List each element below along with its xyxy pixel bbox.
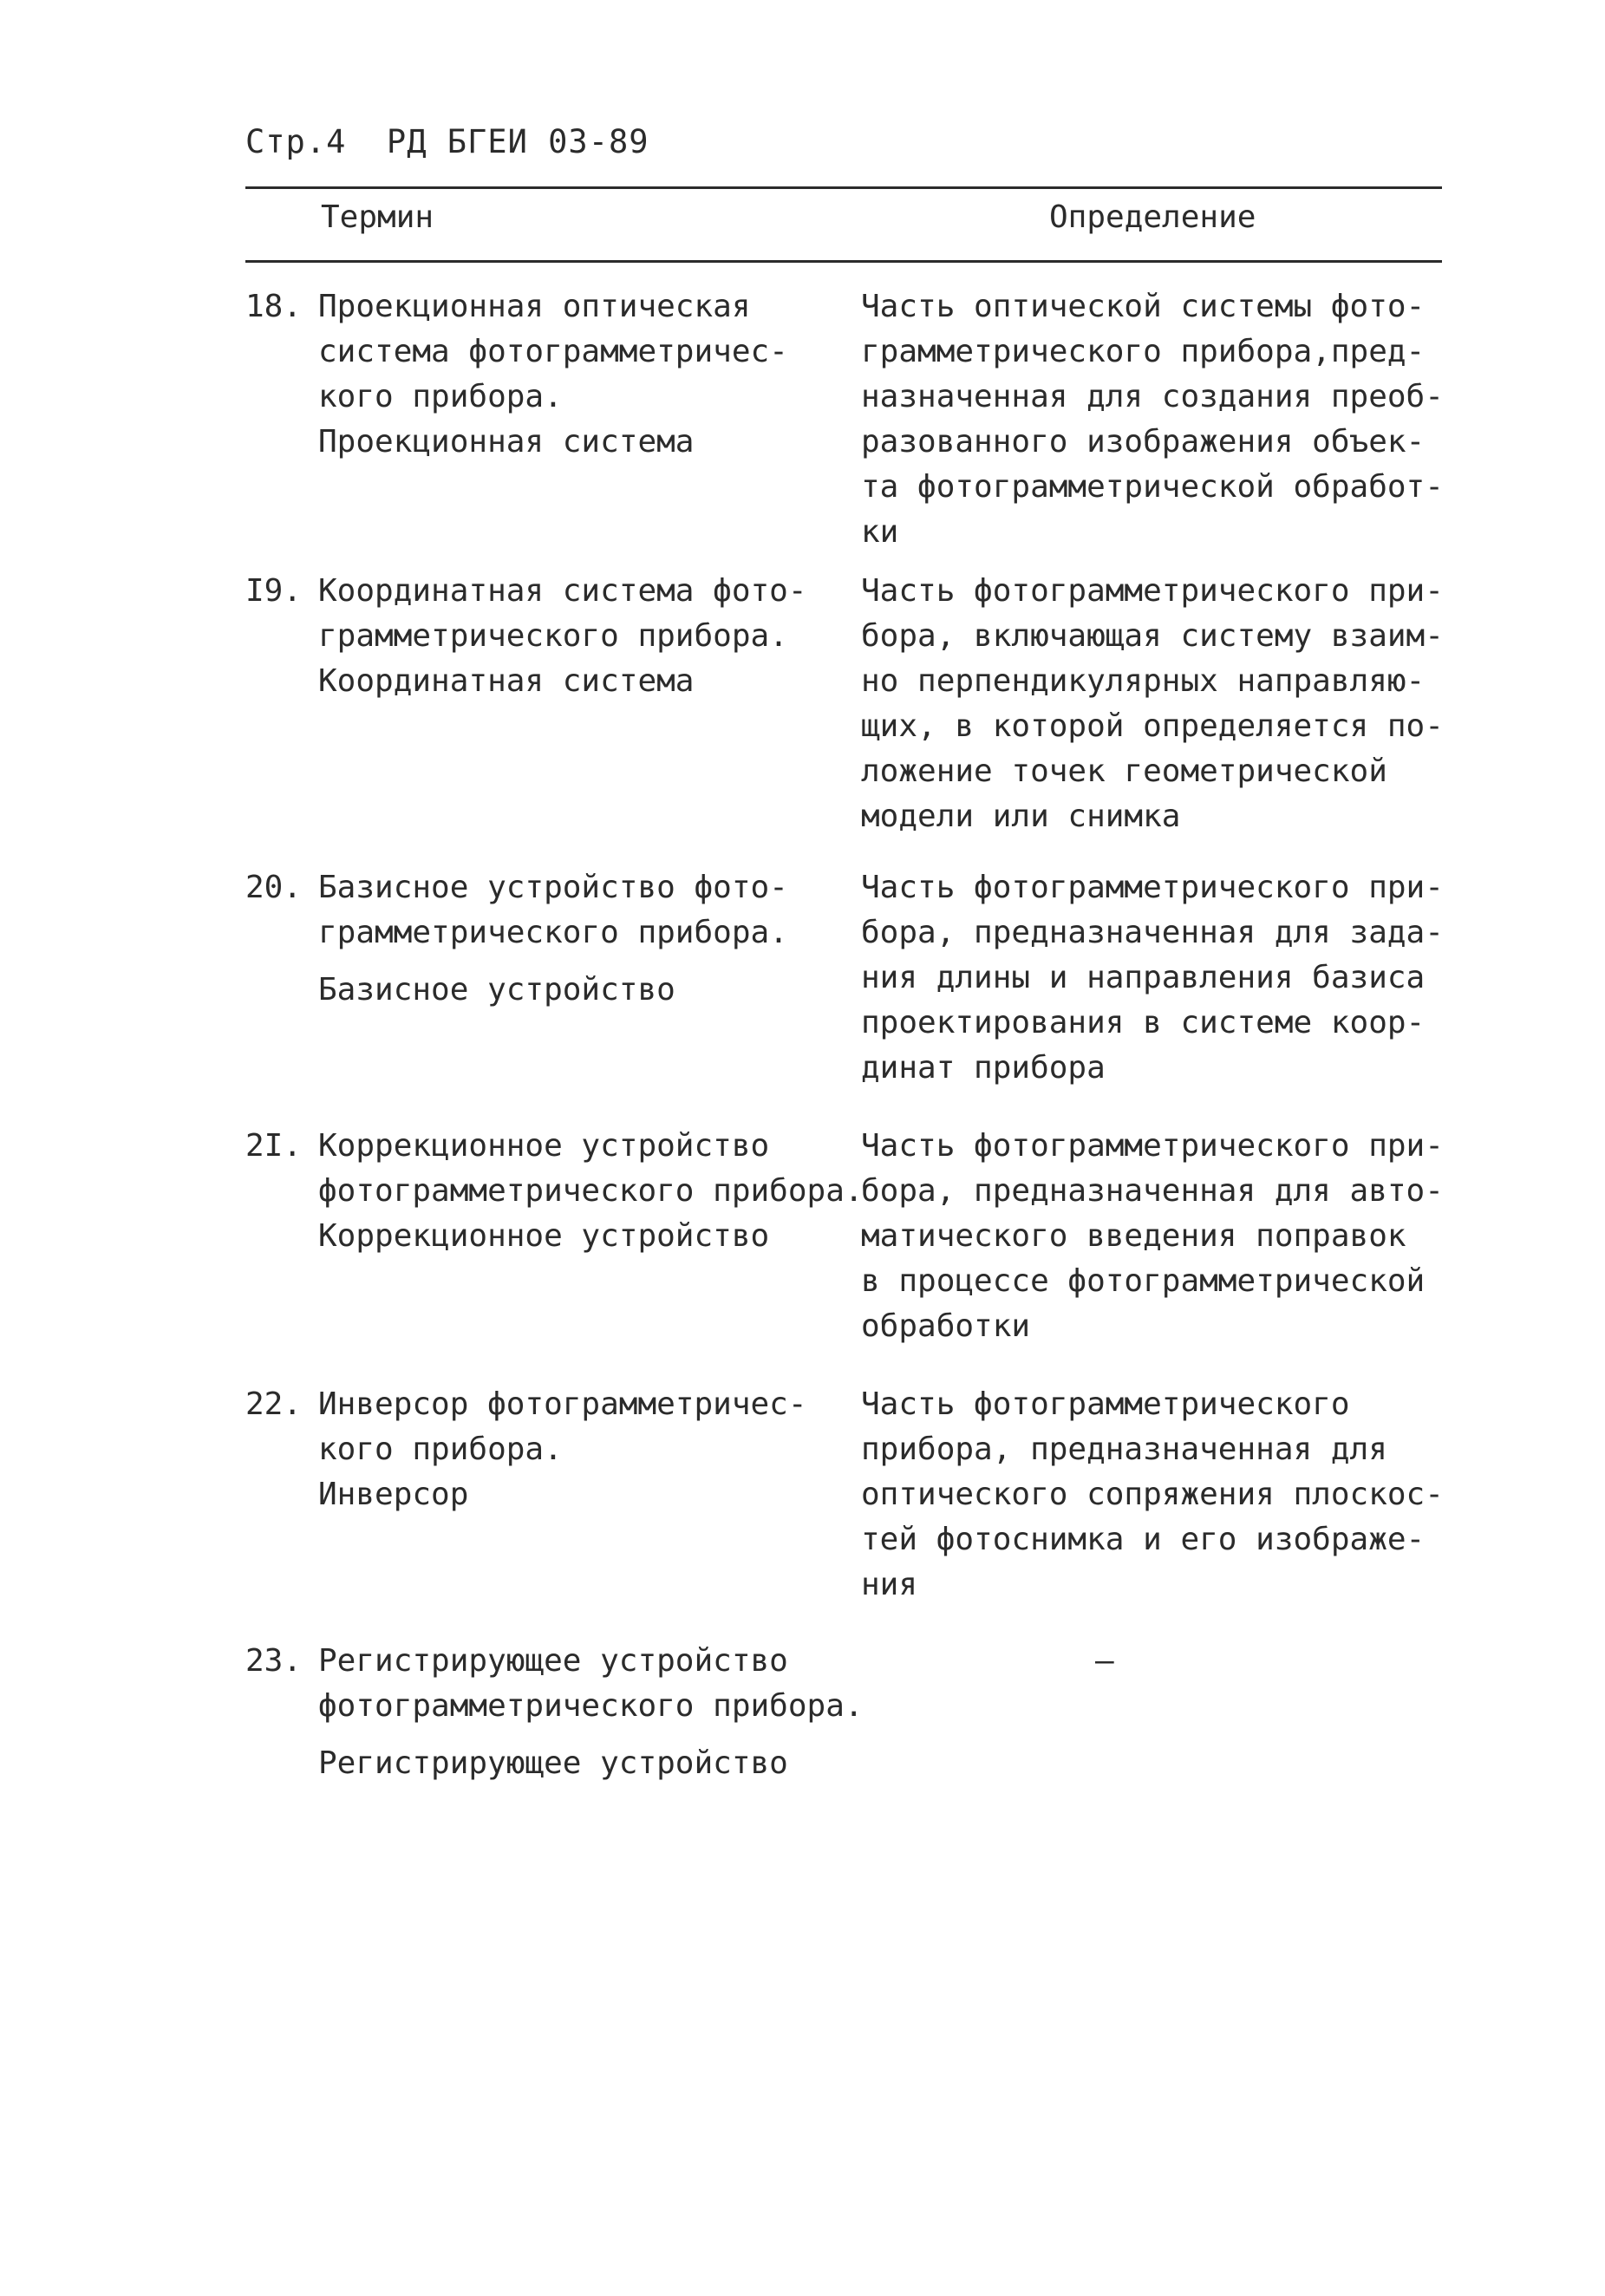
term-line: система фотограмметричес- xyxy=(318,334,788,369)
definition-line: ния длины и направления базиса xyxy=(861,960,1426,995)
definition-line: модели или снимка xyxy=(861,799,1181,834)
term-line: фотограмметрического прибора. xyxy=(318,1173,864,1209)
term-line: кого прибора. xyxy=(318,379,563,414)
definition-line: но перпендикулярных направляю- xyxy=(861,663,1426,699)
entry-definition xyxy=(861,1382,1459,1608)
entry-number: I9. xyxy=(245,573,303,609)
entry-definition xyxy=(861,569,1459,839)
term-line: Координатная система фото- xyxy=(318,573,807,609)
table-header-rule xyxy=(245,260,1442,263)
definition-line: разованного изображения объек- xyxy=(861,424,1426,460)
entry-definition xyxy=(861,865,1459,1091)
definition-line: Часть фотограмметрического xyxy=(861,1386,1350,1422)
entry-term xyxy=(318,1124,873,1259)
definition-line: в процессе фотограмметрической xyxy=(861,1263,1426,1299)
entry-term xyxy=(318,1639,873,1786)
definition-line: Часть фотограмметрического при- xyxy=(861,573,1444,609)
definition-line: обработки xyxy=(861,1308,1031,1344)
column-header-term: Термин xyxy=(321,199,434,235)
term-line: грамметрического прибора. xyxy=(318,915,788,950)
definition-line: назначенная для создания преоб- xyxy=(861,379,1444,414)
term-line: Инверсор xyxy=(318,1477,469,1512)
entry-number: 23. xyxy=(245,1643,303,1679)
definition-line: бора, предназначенная для зада- xyxy=(861,915,1444,950)
entry-number: 22. xyxy=(245,1386,303,1422)
definition-line: динат прибора xyxy=(861,1050,1106,1086)
definition-line: бора, включающая систему взаим- xyxy=(861,618,1444,654)
term-line: Базисное устройство фото- xyxy=(318,870,788,905)
term-line: Регистрирующее устройство xyxy=(318,1643,788,1679)
term-line: фотограмметрического прибора. xyxy=(318,1688,864,1724)
term-line: кого прибора. xyxy=(318,1432,563,1467)
entry-number: 20. xyxy=(245,870,303,905)
definition-line: прибора, предназначенная для xyxy=(861,1432,1387,1467)
term-line: Регистрирующее устройство xyxy=(318,1745,788,1781)
entry-term xyxy=(318,569,873,704)
definition-line: Часть оптической системы фото- xyxy=(861,289,1426,324)
definition-line: та фотограмметрической обработ- xyxy=(861,469,1444,505)
entry-term xyxy=(318,865,873,1013)
definition-line: тей фотоснимка и его изображе- xyxy=(861,1522,1426,1557)
column-header-definition: Определение xyxy=(1049,199,1256,235)
entry-term xyxy=(318,1382,873,1517)
term-line: Коррекционное устройство xyxy=(318,1218,770,1254)
term-line: Коррекционное устройство xyxy=(318,1128,770,1164)
definition-line: Часть фотограмметрического при- xyxy=(861,870,1444,905)
entry-number: 2I. xyxy=(245,1128,303,1164)
term-line: Проекционная система xyxy=(318,424,695,460)
definition-line: ки xyxy=(861,514,899,550)
definition-line: Часть фотограмметрического при- xyxy=(861,1128,1444,1164)
definition-dash: – xyxy=(1095,1643,1114,1679)
definition-line: щих, в которой определяется по- xyxy=(861,708,1444,744)
definition-line: оптического сопряжения плоскос- xyxy=(861,1477,1444,1512)
definition-line: ния xyxy=(861,1567,918,1602)
entry-definition xyxy=(861,1124,1459,1349)
definition-line: ложение точек геометрической xyxy=(861,753,1387,789)
table-top-rule xyxy=(245,186,1442,189)
definition-line: бора, предназначенная для авто- xyxy=(861,1173,1444,1209)
entry-definition xyxy=(861,284,1459,555)
definition-line: грамметрического прибора,пред- xyxy=(861,334,1426,369)
entry-term xyxy=(318,284,873,465)
term-line: грамметрического прибора. xyxy=(318,618,788,654)
term-line: Проекционная оптическая xyxy=(318,289,751,324)
term-line: Базисное устройство xyxy=(318,972,675,1008)
term-line: Инверсор фотограмметричес- xyxy=(318,1386,807,1422)
entry-number: 18. xyxy=(245,289,303,324)
definition-line: проектирования в системе коор- xyxy=(861,1005,1426,1040)
page-header: Стр.4 РД БГЕИ 03-89 xyxy=(245,123,649,160)
definition-line: матического введения поправок xyxy=(861,1218,1406,1254)
term-line: Координатная система xyxy=(318,663,695,699)
